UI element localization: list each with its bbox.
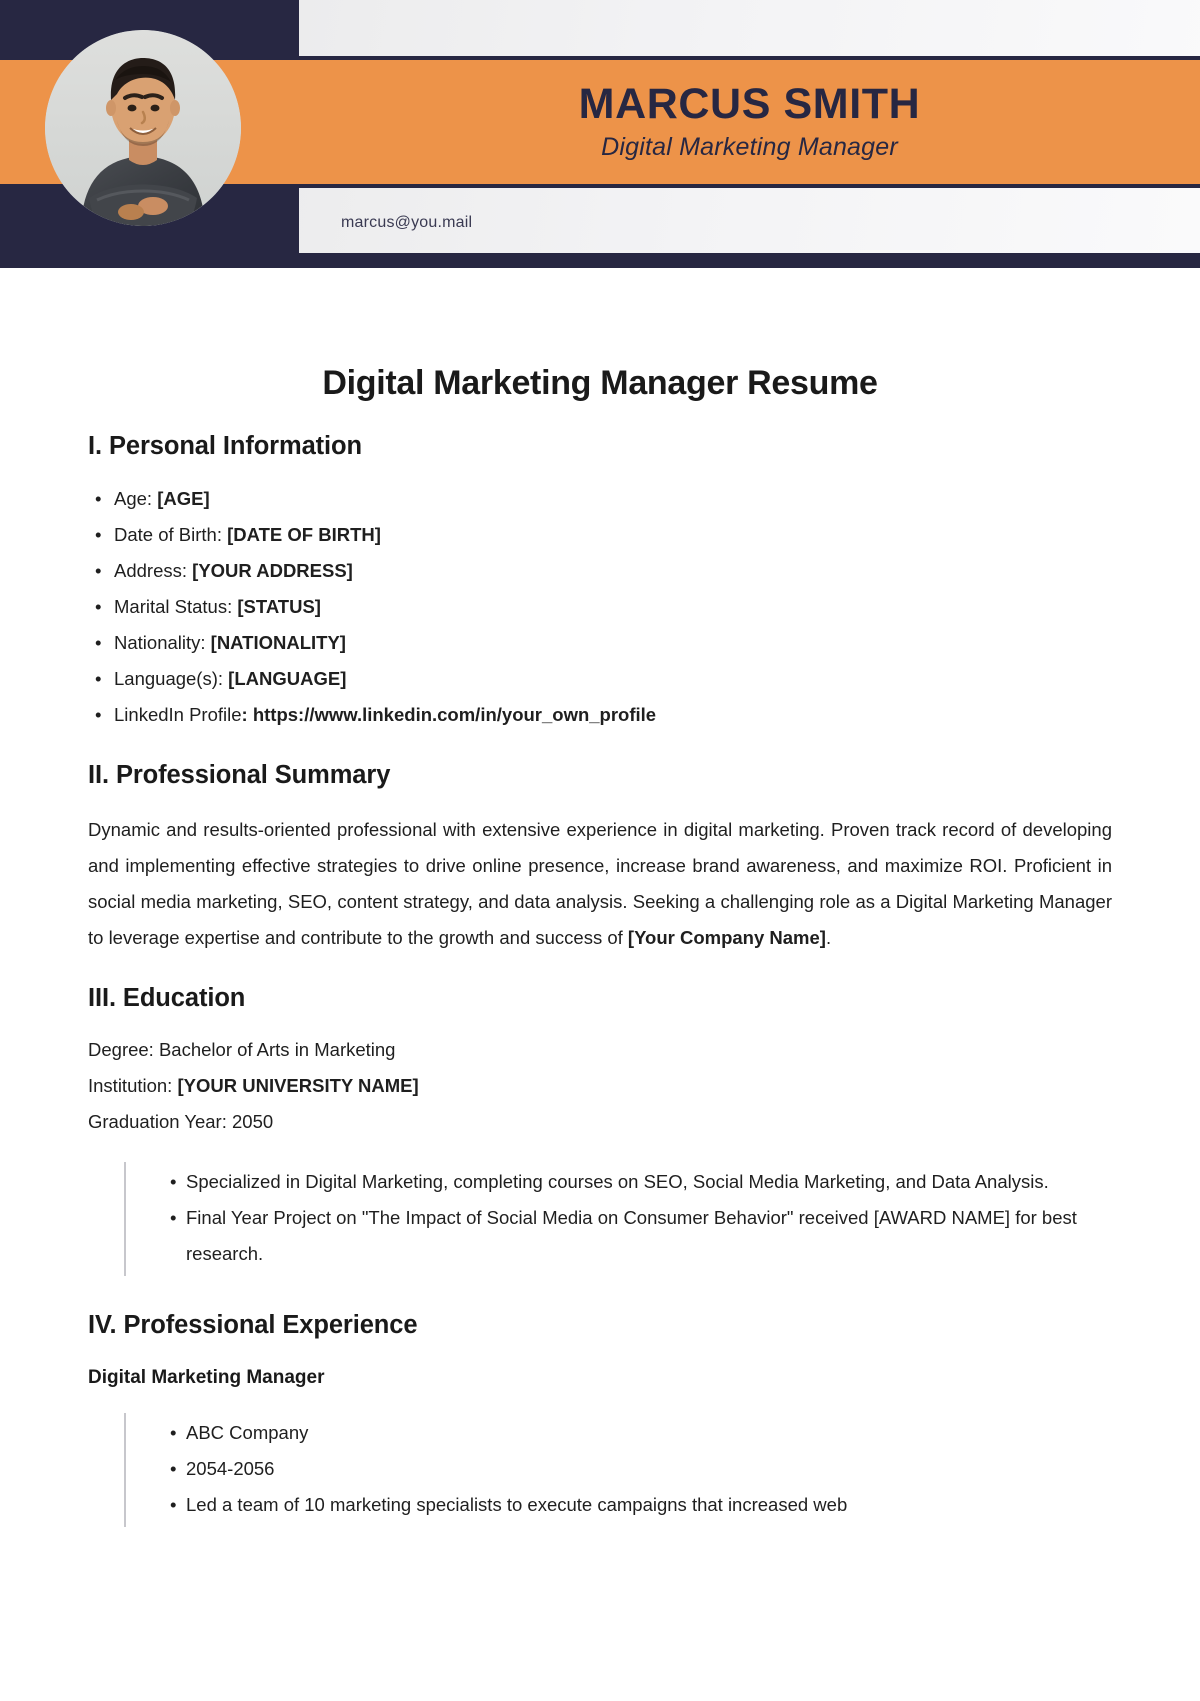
field-label: LinkedIn Profile	[114, 703, 242, 725]
field-label: Marital Status:	[114, 595, 233, 617]
field-value: [YOUR ADDRESS]	[192, 559, 353, 581]
field-label: Nationality:	[114, 631, 206, 653]
list-item	[88, 553, 1112, 589]
candidate-name: MARCUS SMITH	[578, 80, 921, 129]
field-label: Address:	[114, 559, 188, 581]
field-label: Age:	[114, 487, 153, 509]
field-value: [DATE OF BIRTH]	[227, 523, 381, 545]
education-graduation-line	[88, 1104, 1112, 1140]
education-highlights-block	[124, 1162, 1112, 1276]
list-item	[88, 481, 1112, 517]
experience-highlights-block	[124, 1413, 1112, 1527]
resume-header	[0, 0, 1200, 268]
list-item	[88, 697, 1112, 733]
field-value: [STATUS]	[237, 595, 321, 617]
graduation-label: Graduation Year:	[88, 1111, 232, 1133]
degree-label: Degree:	[88, 1039, 159, 1061]
company-placeholder: [Your Company Name]	[627, 926, 826, 948]
header-identity	[299, 56, 1200, 188]
linkedin-url[interactable]: : https://www.linkedin.com/in/your_own_profile	[241, 703, 657, 725]
experience-highlights-list	[126, 1413, 1112, 1527]
experience-job-title: Digital Marketing Manager	[88, 1367, 325, 1389]
list-item	[88, 661, 1112, 697]
field-value: [LANGUAGE]	[228, 667, 347, 689]
institution-value: [YOUR UNIVERSITY NAME]	[177, 1075, 419, 1097]
list-item: • Led a team of 10 marketing specialists to execute campaigns that increased web	[170, 1487, 1112, 1523]
list-item: • Final Year Project on "The Impact of Social Media on Consumer Behavior" received [AWARD NAME] for best research.	[170, 1200, 1112, 1272]
education-highlights-list	[126, 1162, 1112, 1276]
contact-email-row	[299, 192, 1200, 253]
summary-tail: .	[825, 926, 832, 948]
list-item	[88, 517, 1112, 553]
field-value: [AGE]	[157, 487, 210, 509]
list-item: • 2054-2056	[170, 1451, 1112, 1487]
list-item: • Specialized in Digital Marketing, completing courses on SEO, Social Media Marketing, and Data Analysis.	[170, 1164, 1112, 1200]
section-heading-professional-summary: II. Professional Summary	[88, 760, 391, 789]
resume-body	[0, 363, 1200, 1541]
graduation-value: 2050	[232, 1111, 274, 1133]
personal-information-list	[88, 481, 1112, 733]
list-item: • ABC Company	[170, 1415, 1112, 1451]
education-institution-line	[88, 1068, 1112, 1104]
field-label: Language(s):	[114, 667, 224, 689]
institution-label: Institution:	[88, 1075, 178, 1097]
section-heading-professional-experience: IV. Professional Experience	[88, 1311, 418, 1340]
professional-summary-text	[88, 812, 1112, 956]
avatar	[45, 30, 241, 226]
bottom-spacer	[88, 1527, 1112, 1541]
summary-body: Dynamic and results-oriented professional with extensive experience in digital marketing. Proven track record of developing and implementing effective strategies to drive online presence, increase brand awareness, and maximize ROI. Proficient in social media marketing, SEO, content strategy, and data analysis. Seeking a challenging role as a Digital Marketing Manager to leverage expertise and contribute to the growth and success of	[88, 818, 1112, 948]
education-degree-line	[88, 1032, 1112, 1068]
contact-email: marcus@you.mail	[341, 213, 473, 231]
list-item	[88, 625, 1112, 661]
field-label: Date of Birth:	[114, 523, 222, 545]
section-heading-personal-information: I. Personal Information	[88, 431, 362, 460]
degree-value: Bachelor of Arts in Marketing	[158, 1039, 396, 1061]
list-item	[88, 589, 1112, 625]
section-heading-education: III. Education	[88, 983, 246, 1012]
profile-photo-icon	[45, 30, 241, 226]
candidate-role: Digital Marketing Manager	[601, 133, 898, 162]
page-title: Digital Marketing Manager Resume	[322, 364, 878, 402]
education-details	[88, 1032, 1112, 1140]
field-value: [NATIONALITY]	[210, 631, 346, 653]
